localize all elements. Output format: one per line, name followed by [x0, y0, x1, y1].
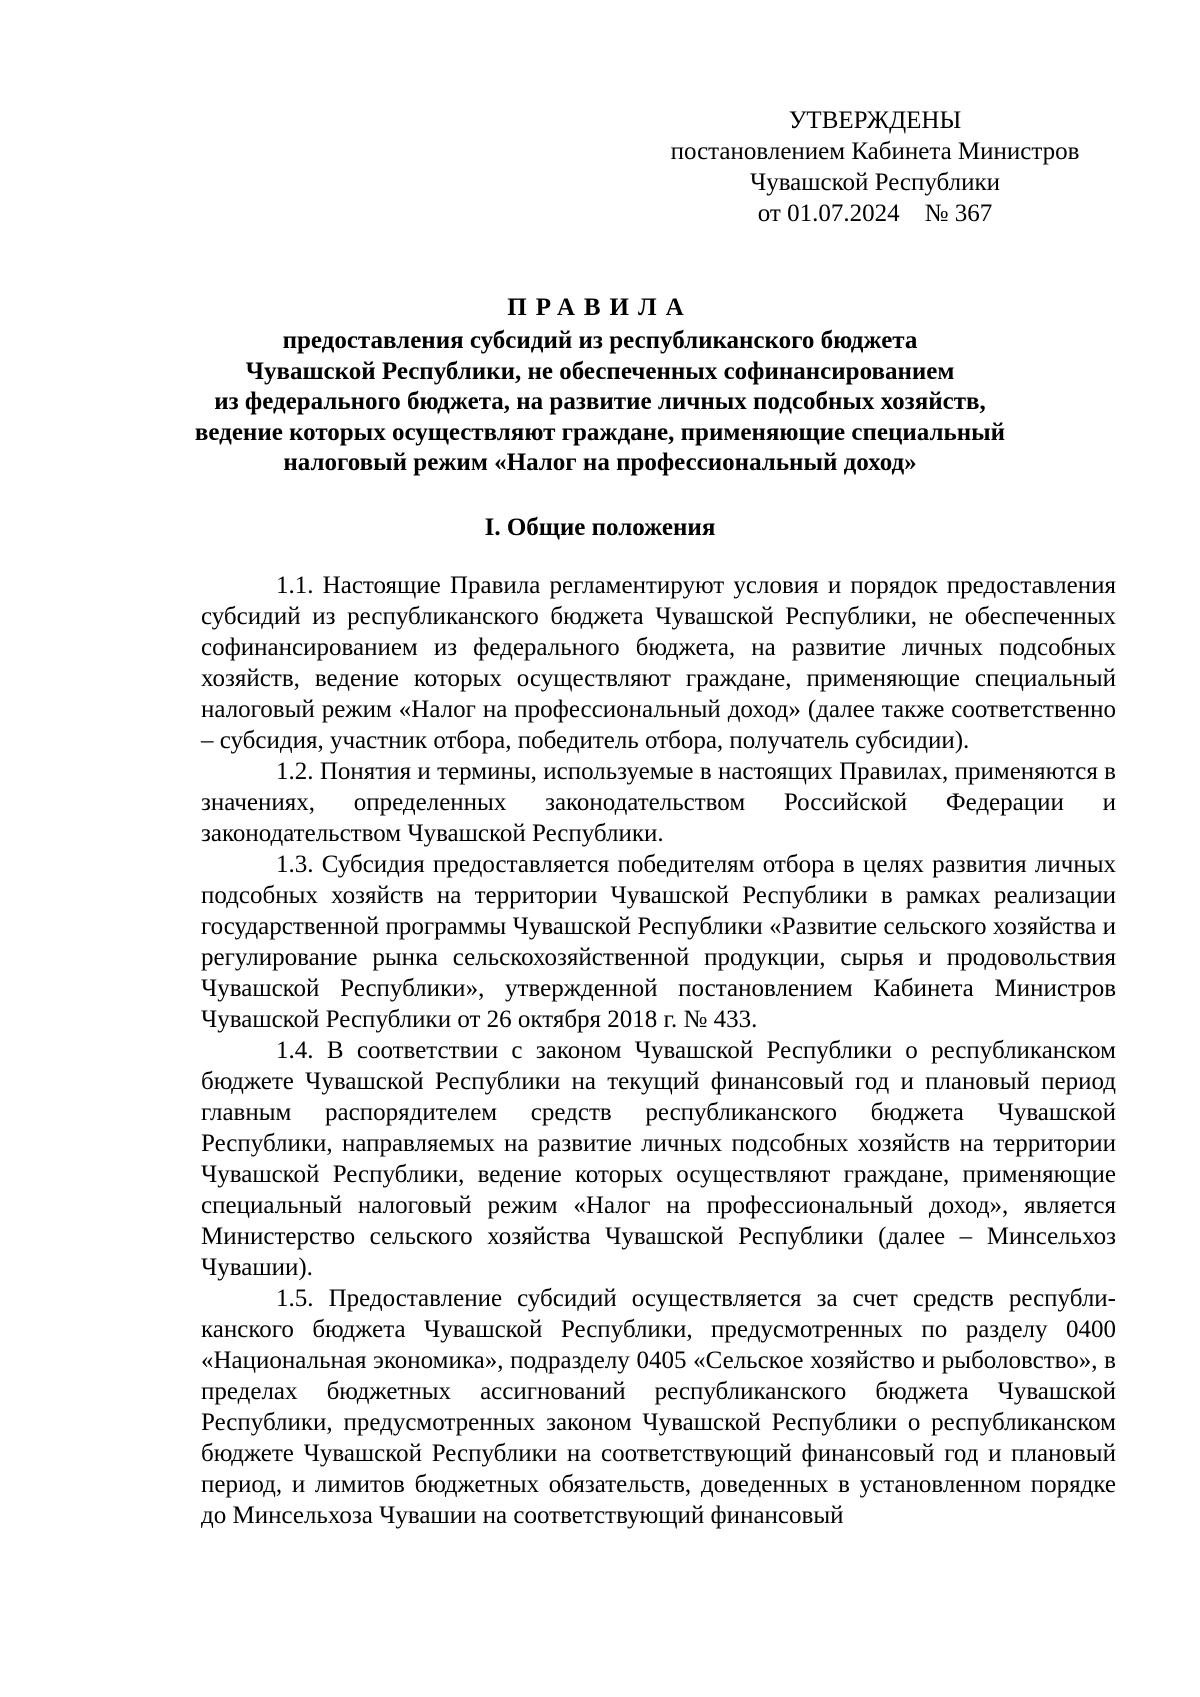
paragraph-1-3: 1.3. Субсидия предоставляется победителям отбора в целях развития личных подсобных хозяйств на территории Чувашской Республики в рамках реализации государственной программы Чувашской Республики «Развитие сельского хозяйства и регулирование рынка сельскохозяйственной продукции, сырья и продовольствия Чувашской Республики», утвержденной постановлением Кабинета Министров Чувашской Республики от 26 октября 2018 г. № 433.: [201, 851, 1116, 1033]
section-heading: I. Общие положения: [484, 514, 716, 541]
approval-date-number: от 01.07.2024 № 367: [757, 200, 993, 227]
subtitle-line: предоставления субсидий из республиканского бюджета: [282, 327, 918, 354]
paragraph-1-5: 1.5. Предоставление субсидий осуществляется за счет средств республиканского бюджета Чувашской Республики, предусмотренных по разделу 0400 «Национальная экономика», подразделу 0405 «Сельское хозяйство и рыболовство», в пределах бюджетных ассигнований республиканского бюджета Чувашской Республики, предусмотренных законом Чувашской Республики о республиканском бюджете Чувашской Республики на соответствующий финансовый год и плановый период, и лимитов бюджетных обязательств, доведенных в установленном порядке до Минсельхоза Чувашии на соответствующий финансовый: [201, 1285, 1116, 1529]
approval-block: [640, 105, 1110, 229]
approval-authority: постановлением Кабинета Министров: [670, 138, 1080, 165]
document-subtitle: [100, 326, 1100, 479]
document-title: ПРАВИЛА: [507, 294, 693, 321]
subtitle-line: налоговый режим «Налог на профессиональный доход»: [283, 449, 917, 476]
approval-region: Чувашской Республики: [749, 169, 1001, 196]
paragraph-1-2: 1.2. Понятия и термины, используемые в настоящих Правилах, применяются в значениях, определенных законодательством Российской Федерации и законодательством Чувашской Республики.: [201, 758, 1116, 847]
paragraph-1-1: 1.1. Настоящие Правила регламентируют условия и порядок предоставления субсидий из республиканского бюджета Чувашской Республики, не обеспеченных софинансированием из федерального бюджета, на развитие личных подсобных хозяйств, ведение которых осуществляют граждане, применяющие специальный налоговый режим «Налог на профессиональный доход» (далее также соответственно – субсидия, участник отбора, победитель отбора, получатель субсидии).: [201, 572, 1116, 754]
subtitle-line: из федерального бюджета, на развитие личных подсобных хозяйств,: [214, 388, 986, 415]
subtitle-line: Чувашской Республики, не обеспеченных софинансированием: [245, 357, 955, 385]
paragraph-1-4: 1.4. В соответствии с законом Чувашской Республики о республиканском бюджете Чувашской Республики на текущий финансовый год и плановый период главным распорядителем средств республиканского бюджета Чувашской Республики, направляемых на развитие личных подсобных хозяйств на территории Чувашской Республики, ведение которых осуществляют граждане, применяющие специальный налоговый режим «Налог на профессиональный доход», является Министерство сельского хозяйства Чувашской Республики (далее – Минсельхоз Чувашии).: [201, 1037, 1116, 1281]
document-body: [201, 570, 1116, 1531]
approval-status: УТВЕРЖДЕНЫ: [788, 107, 962, 134]
subtitle-line: ведение которых осуществляют граждане, применяющие специальный: [194, 418, 1006, 446]
